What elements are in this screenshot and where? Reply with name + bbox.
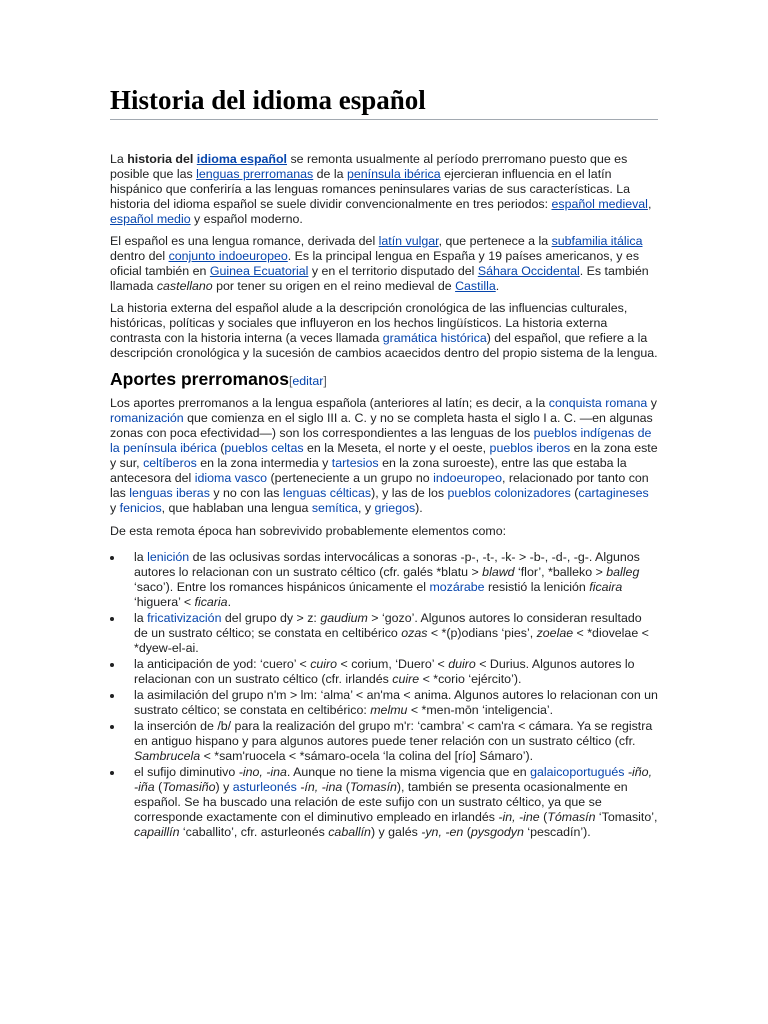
italic-text: capaillín xyxy=(134,825,180,839)
text: ) y galés xyxy=(370,825,422,839)
italic-text: Tomasín xyxy=(349,780,397,794)
italic-text: -iño, -iña xyxy=(134,765,653,794)
italic-text: zoelae xyxy=(536,626,574,640)
link-espanol-medieval[interactable]: español medieval xyxy=(551,197,648,211)
link-griegos[interactable]: griegos xyxy=(374,501,416,515)
text: ) y xyxy=(215,780,233,794)
link-romanizacion[interactable]: romanización xyxy=(110,411,184,425)
italic-text: ficaira xyxy=(589,580,623,594)
text: la xyxy=(134,550,148,564)
text: Los aportes prerromanos a la lengua española (anteriores al latín; es decir, a la xyxy=(110,396,549,410)
list-item xyxy=(110,657,658,687)
link-celtiberos[interactable]: celtíberos xyxy=(143,456,197,470)
text: La historia externa del español alude a la descripción cronológica de las influencias culturales, históricas, políticas y sociales que influyeron en los hechos lingüísticos. La historia externa contrasta con la historia interna (a veces llamada xyxy=(110,301,628,345)
edit-label[interactable]: editar xyxy=(292,374,324,388)
text: y no con las xyxy=(209,486,283,500)
text: ( xyxy=(463,825,471,839)
text: . xyxy=(227,595,232,609)
text: la xyxy=(134,611,148,625)
text: que comienza en el siglo III a. C. y no se completa hasta el siglo I a. C. —en algunas zonas con poca efectividad—) son los correspondientes a las lenguas de los xyxy=(110,411,653,440)
intro-paragraph-2 xyxy=(110,234,658,294)
text: en la zona intermedia y xyxy=(196,456,332,470)
text: . Es también llamada xyxy=(110,264,649,293)
link-conjunto-indoeuropeo[interactable]: conjunto indoeuropeo xyxy=(168,249,288,263)
italic-text: Tomasiño xyxy=(162,780,216,794)
bold-text: historia del xyxy=(127,152,194,166)
text: ‘higuera’ < xyxy=(134,595,195,609)
text: > ‘gozo’. Algunos autores lo consideran resultado de un sustrato céltico; se constata en celtibérico xyxy=(134,611,642,640)
italic-text: Sambrucela xyxy=(134,749,201,763)
link-conquista-romana[interactable]: conquista romana xyxy=(548,396,648,410)
bullet-icon xyxy=(110,663,114,667)
text: , xyxy=(647,197,652,211)
text: ‘caballito’, cfr. asturleonés xyxy=(179,825,329,839)
text: ), también se presenta ocasionalmente en español. Se ha buscado una relación de este sufijo con un sustrato céltico, ya que se corresponde exactamente con el diminutivo empleado en irlandés xyxy=(134,780,628,824)
text: < corium, ‘Duero’ < xyxy=(337,657,449,671)
text: en la Meseta, el norte y el oeste, xyxy=(303,441,490,455)
text: resistió la lenición xyxy=(484,580,590,594)
link-idioma-vasco[interactable]: idioma vasco xyxy=(194,471,268,485)
list-item xyxy=(110,765,658,840)
text: ( xyxy=(539,810,548,824)
text: ), y las de los xyxy=(371,486,448,500)
section-paragraph-1 xyxy=(110,396,658,516)
text: ‘Tomasito’, xyxy=(595,810,658,824)
bullet-icon xyxy=(110,725,114,729)
section-heading-text: Aportes prerromanos xyxy=(110,369,289,389)
italic-text: balleg xyxy=(606,565,640,579)
text: ejercieran influencia en el latín hispánico que conferiría a las lenguas romances peninsulares varias de sus características. La historia del idioma español se suele dividir convencionalmente en tres periodos: xyxy=(110,167,630,211)
italic-text: castellano xyxy=(156,279,213,293)
text: . Es la principal lengua en España y 19 países americanos, y es oficial también en xyxy=(110,249,640,278)
text: la asimilación del grupo n'm > lm: ‘alma’ < an'ma < anima. Algunos autores lo relacionan con un sustrato céltico; se constata en celtibérico: xyxy=(134,688,658,717)
text: del grupo dy > z: xyxy=(221,611,321,625)
text: ‘flor’, *balleko > xyxy=(514,565,607,579)
text: ‘saco’). Entre los romances hispánicos únicamente el xyxy=(134,580,430,594)
text: El español es una lengua romance, derivada del xyxy=(110,234,379,248)
italic-text: -yn, -en xyxy=(421,825,464,839)
link-sahara-occidental[interactable]: Sáhara Occidental xyxy=(477,264,580,278)
link-latin-vulgar[interactable]: latín vulgar xyxy=(378,234,439,248)
text: la inserción de /b/ para la realización del grupo m'r: ‘cambra’ < cam'ra < cámara. Ya se registra en antiguo hispano y para algunos autores puede tener relación con un sustrato céltico (cfr. xyxy=(134,719,653,748)
link-fenicios[interactable]: fenicios xyxy=(119,501,162,515)
link-pueblos-iberos[interactable]: pueblos iberos xyxy=(489,441,571,455)
link-guinea-ecuatorial[interactable]: Guinea Ecuatorial xyxy=(209,264,309,278)
text: se remonta usualmente al período prerromano puesto que es posible que las xyxy=(110,152,628,181)
link-castilla[interactable]: Castilla xyxy=(455,279,496,293)
text: ( xyxy=(216,441,225,455)
link-cartagineses[interactable]: cartagineses xyxy=(578,486,649,500)
link-pueblos-indigenas[interactable]: pueblos indígenas de la península ibérica xyxy=(110,426,652,455)
bullet-icon xyxy=(110,617,114,621)
link-galaicoportugues[interactable]: galaicoportugués xyxy=(530,765,625,779)
text: < *diovelae < *dyew-el-ai. xyxy=(134,626,649,655)
link-lenguas-celticas[interactable]: lenguas célticas xyxy=(282,486,372,500)
text: , que pertenece a la xyxy=(438,234,552,248)
link-indoeuropeo[interactable]: indoeuropeo xyxy=(433,471,502,485)
text: La xyxy=(110,152,128,166)
italic-text: cuiro xyxy=(310,657,338,671)
bullet-icon xyxy=(110,556,114,560)
intro-paragraph-3 xyxy=(110,301,658,361)
text: y xyxy=(110,501,120,515)
italic-text: melmu xyxy=(370,703,408,717)
text: < *men-mōn ‘inteligencia’. xyxy=(407,703,554,717)
text: y español moderno. xyxy=(190,212,303,226)
text: por tener su origen en el reino medieval de xyxy=(212,279,456,293)
italic-text: blawd xyxy=(482,565,515,579)
italic-text: caballín xyxy=(328,825,371,839)
text: < *(p)odians ‘pies’, xyxy=(427,626,537,640)
list-item xyxy=(110,719,658,764)
text: , y xyxy=(358,501,375,515)
text: en la zona este y sur, xyxy=(110,441,658,470)
text: < *sam'ruocela < *sámaro-ocela ‘la colina del [río] Sámaro’). xyxy=(200,749,534,763)
text: y en el territorio disputado del xyxy=(308,264,478,278)
text: dentro del xyxy=(110,249,169,263)
link-tartesios[interactable]: tartesios xyxy=(331,456,379,470)
bracket: ] xyxy=(323,374,327,388)
text: < *corio ‘ejército’). xyxy=(419,672,522,686)
link-idioma-espanol[interactable]: idioma español xyxy=(196,152,287,166)
link-peninsula-iberica[interactable]: península ibérica xyxy=(346,167,441,181)
link-pueblos-colonizadores[interactable]: pueblos colonizadores xyxy=(447,486,571,500)
bullet-icon xyxy=(110,694,114,698)
article xyxy=(110,84,658,841)
section-heading xyxy=(110,369,658,391)
italic-text: ozas xyxy=(401,626,428,640)
italic-text: -in, -ine xyxy=(498,810,540,824)
text: de la xyxy=(313,167,347,181)
text: , relacionado por tanto con las xyxy=(110,471,649,500)
link-lenguas-iberas[interactable]: lenguas iberas xyxy=(129,486,210,500)
italic-text: cuire xyxy=(392,672,420,686)
text: . Aunque no tiene la misma vigencia que en xyxy=(286,765,531,779)
link-fricativizacion[interactable]: fricativización xyxy=(147,611,222,625)
text: ) del español, que refiere a la descripción cronológica y la sucesión de cambios acaecidos dentro del propio sistema de la lengua. xyxy=(110,331,658,360)
link-gramatica-historica[interactable]: gramática histórica xyxy=(382,331,487,345)
text: < Durius. Algunos autores lo relacionan con un sustrato céltico (cfr. irlandés xyxy=(134,657,635,686)
text: , que hablaban una lengua xyxy=(161,501,312,515)
link-mozarabe[interactable]: mozárabe xyxy=(429,580,485,594)
link-lenguas-prerromanas[interactable]: lenguas prerromanas xyxy=(196,167,314,181)
italic-text: Tómasín xyxy=(547,810,596,824)
text: ( xyxy=(570,486,579,500)
link-lenicion[interactable]: lenición xyxy=(147,550,190,564)
italic-text: -ino, -ina xyxy=(238,765,287,779)
text: ( xyxy=(154,780,163,794)
text: ‘pescadín’). xyxy=(523,825,591,839)
elements-list xyxy=(110,550,658,840)
bullet-icon xyxy=(110,771,114,775)
page-title: Historia del idioma español xyxy=(110,84,658,120)
italic-text: ficaria xyxy=(194,595,228,609)
link-asturleones[interactable]: asturleonés xyxy=(232,780,297,794)
link-subfamilia-italica[interactable]: subfamilia itálica xyxy=(551,234,643,248)
text: en la zona suroeste), entre las que estaba la antecesora del xyxy=(110,456,627,485)
text: el sufijo diminutivo xyxy=(134,765,239,779)
edit-section-link[interactable] xyxy=(289,374,327,388)
list-item xyxy=(110,550,658,610)
italic-text: -ín, -ina xyxy=(300,780,343,794)
text: y xyxy=(647,396,657,410)
text: (perteneciente a un grupo no xyxy=(267,471,434,485)
list-item xyxy=(110,688,658,718)
link-pueblos-celtas[interactable]: pueblos celtas xyxy=(224,441,304,455)
text: ). xyxy=(415,501,423,515)
text: . xyxy=(495,279,500,293)
text: ( xyxy=(342,780,350,794)
section-paragraph-2: De esta remota época han sobrevivido probablemente elementos como: xyxy=(110,524,507,538)
italic-text: pysgodyn xyxy=(470,825,524,839)
text: de las oclusivas sordas intervocálicas a sonoras -p-, -t-, -k- > -b-, -d-, -g-. Algunos autores lo relacionan con un sustrato céltico (cfr. galés *blatu > xyxy=(134,550,640,579)
italic-text: gaudium xyxy=(320,611,368,625)
intro-paragraph-1 xyxy=(110,152,658,227)
link-semitica[interactable]: semítica xyxy=(311,501,358,515)
link-espanol-medio[interactable]: español medio xyxy=(110,212,191,226)
italic-text: duiro xyxy=(448,657,476,671)
text: la anticipación de yod: ‘cuero’ < xyxy=(134,657,311,671)
list-item xyxy=(110,611,658,656)
bracket: [ xyxy=(288,374,293,388)
